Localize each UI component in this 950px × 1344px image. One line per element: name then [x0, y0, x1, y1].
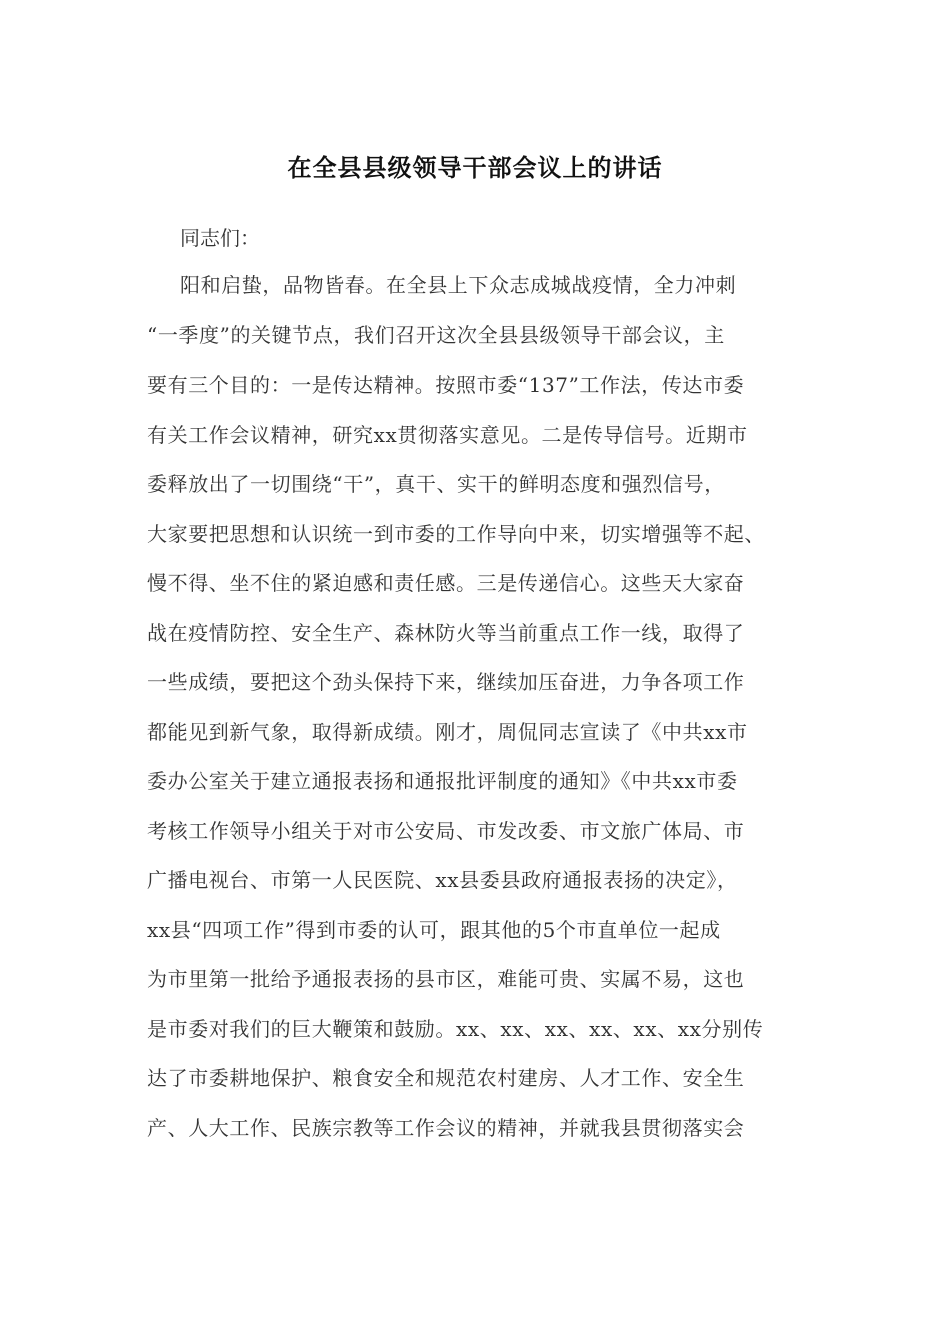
body-line-4: 有关工作会议精神，研究xx贯彻落实意见。二是传导信号。近期市 [147, 423, 748, 447]
body-line-11: 委办公室关于建立通报表扬和通报批评制度的通知》《中共xx市委 [147, 769, 738, 793]
body-line-14: xx县“四项工作”得到市委的认可，跟其他的5个市直单位一起成 [147, 918, 721, 942]
body-line-13: 广播电视台、市第一人民医院、xx县委县政府通报表扬的决定》， [147, 868, 738, 892]
document-title: 在全县县级领导干部会议上的讲话 [287, 153, 663, 182]
body-line-1: 阳和启蛰，品物皆春。在全县上下众志成城战疫情，全力冲刺 [180, 273, 737, 297]
body-line-9: 一些成绩，要把这个劲头保持下来，继续加压奋进，力争各项工作 [147, 670, 745, 694]
body-line-18: 产、人大工作、民族宗教等工作会议的精神，并就我县贯彻落实会 [147, 1116, 745, 1140]
body-line-2: “一季度”的关键节点，我们召开这次全县县级领导干部会议，主 [147, 323, 725, 347]
salutation: 同志们： [180, 226, 260, 250]
body-line-3: 要有三个目的：一是传达精神。按照市委“137”工作法，传达市委 [147, 373, 745, 397]
body-line-10: 都能见到新气象，取得新成绩。刚才，周侃同志宣读了《中共xx市 [147, 720, 748, 744]
body-line-17: 达了市委耕地保护、粮食安全和规范农村建房、人才工作、安全生 [147, 1066, 745, 1090]
body-line-15: 为市里第一批给予通报表扬的县市区，难能可贵、实属不易，这也 [147, 967, 745, 991]
body-line-8: 战在疫情防控、安全生产、森林防火等当前重点工作一线，取得了 [147, 621, 745, 645]
body-line-5: 委释放出了一切围绕“干”，真干、实干的鲜明态度和强烈信号， [147, 472, 725, 496]
body-line-12: 考核工作领导小组关于对市公安局、市发改委、市文旅广体局、市 [147, 819, 745, 843]
body-line-7: 慢不得、坐不住的紧迫感和责任感。三是传递信心。这些天大家奋 [147, 571, 745, 595]
body-line-16: 是市委对我们的巨大鞭策和鼓励。xx、xx、xx、xx、xx、xx分别传 [147, 1017, 764, 1041]
body-line-6: 大家要把思想和认识统一到市委的工作导向中来，切实增强等不起、 [147, 522, 765, 546]
